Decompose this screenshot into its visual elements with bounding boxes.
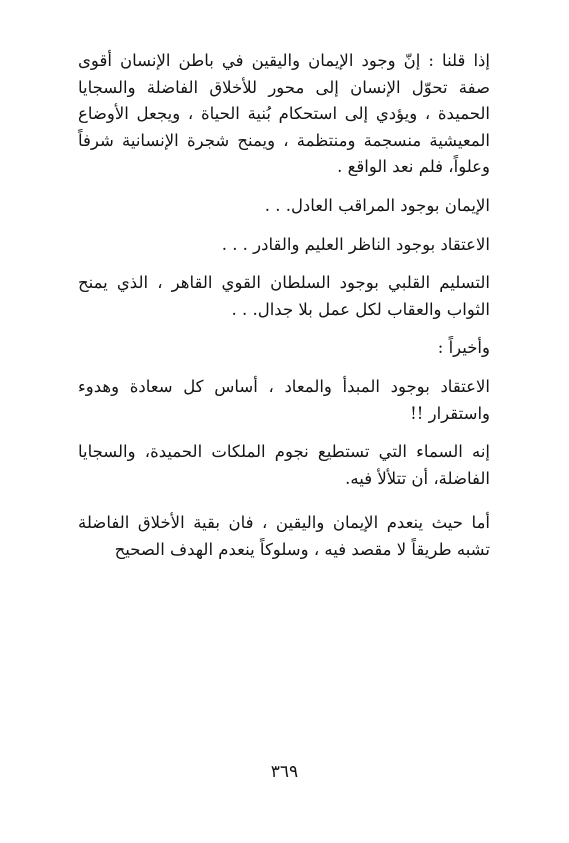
spacer xyxy=(78,323,490,335)
paragraph-2: الإيمان بوجود المراقب العادل. . . xyxy=(264,195,490,215)
paragraph-7: إنه السماء التي تستطيع نجوم الملكات الحميدة، والسجايا الفاضلة، أن تتلألأ فيه. xyxy=(78,442,490,488)
spacer xyxy=(78,362,490,374)
page-number: ٣٦٩ xyxy=(270,762,299,782)
paragraph-1: إذا قلنا : إنّ وجود الإيمان واليقين في باطن الإنسان أقوى صفة تحوّل الإنسان إلى محور للأخلاق الفاضلة والسجايا الحميدة ، ويؤدي إلى استحكام بُنية الحياة ، ويجعل الأوضاع المعيشية منسجمة ومنتظمة ، ويمنح شجرة الإنسانية شرفاً وعلواً، فلم نعد الواقع . xyxy=(78,51,490,177)
body-text xyxy=(78,48,490,564)
paragraph-5: وأخيراً : xyxy=(437,338,490,358)
spacer xyxy=(78,181,490,193)
spacer xyxy=(78,492,490,510)
spacer xyxy=(78,427,490,439)
spacer xyxy=(78,258,490,270)
spacer xyxy=(78,220,490,232)
paragraph-8: أما حيث ينعدم الإيمان واليقين ، فان بقية الأخلاق الفاضلة تشبه طريقاً لا مقصد فيه ، وسلوكاً ينعدم الهدف الصحيح xyxy=(78,513,490,559)
paragraph-3: الاعتقاد بوجود الناظر العليم والقادر . . . xyxy=(221,234,490,254)
paragraph-6: الاعتقاد بوجود المبدأ والمعاد ، أساس كل سعادة وهدوء واستقرار !! xyxy=(78,376,490,423)
paragraph-4: التسليم القلبي بوجود السلطان القوي القاهر ، الذي يمنح الثواب والعقاب لكل عمل بلا جدال. . . xyxy=(78,273,490,319)
